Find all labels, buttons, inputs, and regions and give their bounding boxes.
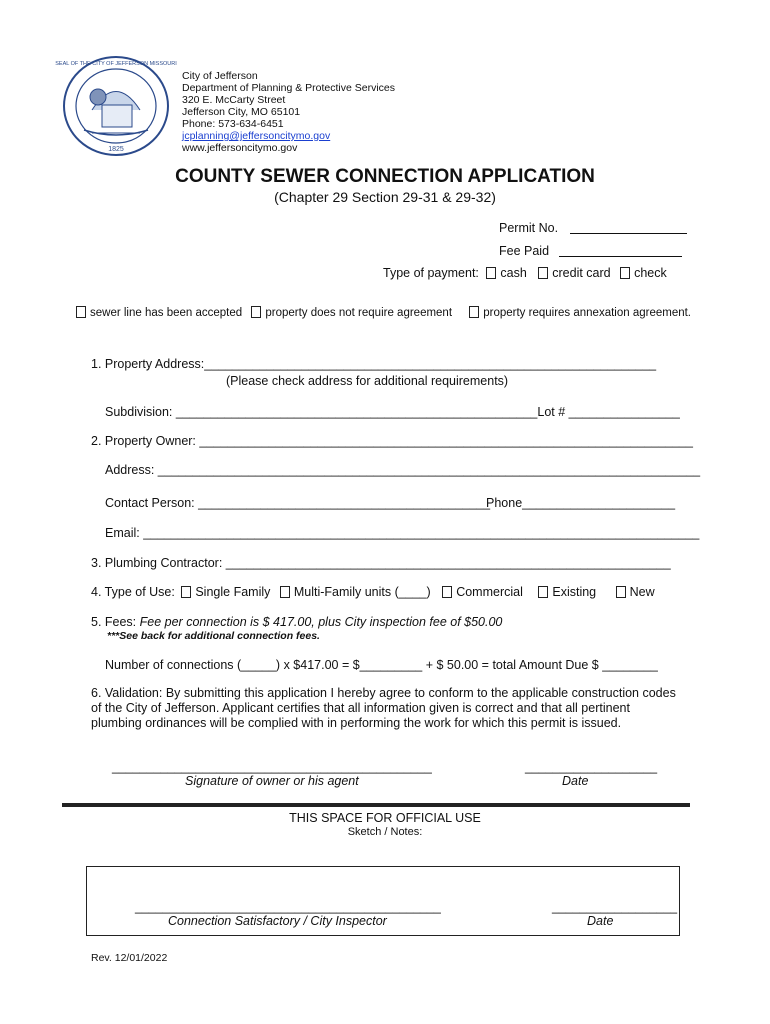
- accepted-checkbox[interactable]: [76, 306, 86, 318]
- payment-type-label: Type of payment:: [383, 266, 479, 280]
- not-required-checkbox[interactable]: [251, 306, 261, 318]
- inspector-line[interactable]: ____________________________________________: [135, 900, 441, 914]
- header-line: City of Jefferson: [182, 70, 258, 82]
- new-checkbox[interactable]: [616, 586, 626, 598]
- inspector-label: Connection Satisfactory / City Inspector: [168, 914, 387, 928]
- subdivision-field[interactable]: Subdivision: ____________________________________________________Lot # ________________: [105, 405, 680, 419]
- type-of-use-row: [91, 585, 655, 599]
- fee-paid-label: Fee Paid: [499, 244, 550, 258]
- fees-label: 5. Fees:: [91, 615, 140, 629]
- contact-person-field[interactable]: Contact Person: __________________________________________: [105, 496, 491, 510]
- signature-label: Signature of owner or his agent: [185, 774, 359, 788]
- cash-label: cash: [500, 266, 527, 280]
- owner-address-field[interactable]: Address: ______________________________________________________________________________: [105, 463, 701, 477]
- fees-note: ***See back for additional connection fees.: [107, 630, 320, 642]
- property-owner-field[interactable]: 2. Property Owner: _______________________________________________________________________: [91, 434, 693, 448]
- cash-checkbox[interactable]: [486, 267, 496, 279]
- commercial-label: Commercial: [456, 585, 523, 599]
- signature-date-line[interactable]: ___________________: [525, 760, 658, 774]
- email-link[interactable]: jcplanning@jeffersoncitymo.gov: [182, 130, 331, 142]
- signature-date-label: Date: [562, 774, 589, 788]
- sketch-notes-label: Sketch / Notes:: [347, 826, 423, 838]
- city-seal-logo: [55, 55, 177, 157]
- not-required-label: property does not require agreement: [265, 307, 453, 319]
- seal-ring-text: SEAL OF THE CITY OF JEFFERSON MISSOURI: [55, 61, 177, 67]
- annexation-label: property requires annexation agreement.: [483, 307, 691, 319]
- plumbing-contractor-field[interactable]: 3. Plumbing Contractor: ________________________________________________________________: [91, 556, 671, 570]
- department-header: [182, 70, 395, 154]
- accepted-label: sewer line has been accepted: [90, 307, 243, 319]
- official-use-heading: THIS SPACE FOR OFFICIAL USE: [289, 811, 481, 825]
- inspector-date-line[interactable]: __________________: [552, 900, 678, 914]
- validation-text: 6. Validation: By submitting this application I hereby agree to conform to the applicable construction codes of the City of Jefferson. Applicant certifies that all information given is correct and that all pertinent plumbing ordinances will be complied with in performing the work for which this permit is issued.: [91, 686, 676, 730]
- credit-card-label: credit card: [552, 266, 611, 280]
- agreement-row: [76, 306, 691, 319]
- fee-paid-row: [499, 244, 682, 258]
- email-field[interactable]: Email: ________________________________________________________________________________: [105, 526, 700, 540]
- annexation-checkbox[interactable]: [469, 306, 479, 318]
- website-text: www.jeffersoncitymo.gov: [182, 142, 298, 154]
- fees-calculation[interactable]: Number of connections (_____) x $417.00 = $_________ + $ 50.00 = total Amount Due $ ________: [105, 658, 658, 672]
- single-family-checkbox[interactable]: [181, 586, 191, 598]
- inspector-date-label: Date: [587, 914, 614, 928]
- multi-family-checkbox[interactable]: [280, 586, 290, 598]
- permit-no-row: [499, 221, 687, 235]
- address-check-note: (Please check address for additional requirements): [226, 374, 509, 388]
- property-address-field[interactable]: 1. Property Address:_________________________________________________________________: [91, 357, 657, 371]
- revision-date: Rev. 12/01/2022: [91, 952, 168, 964]
- credit-card-checkbox[interactable]: [538, 267, 548, 279]
- permit-no-label: Permit No.: [499, 221, 559, 235]
- existing-checkbox[interactable]: [538, 586, 548, 598]
- permit-no-field[interactable]: [570, 233, 687, 234]
- new-label: New: [629, 585, 655, 599]
- multi-family-label: Multi-Family units (____): [293, 585, 431, 599]
- phone-field[interactable]: Phone______________________: [486, 496, 676, 510]
- header-line: Jefferson City, MO 65101: [182, 106, 301, 118]
- type-of-use-label: 4. Type of Use:: [91, 585, 175, 599]
- header-line: 320 E. McCarty Street: [182, 94, 286, 106]
- existing-label: Existing: [552, 585, 597, 599]
- fee-paid-field[interactable]: [559, 256, 682, 257]
- commercial-checkbox[interactable]: [442, 586, 452, 598]
- header-line: Department of Planning & Protective Services: [182, 82, 396, 94]
- header-line: Phone: 573-634-6451: [182, 118, 284, 130]
- check-checkbox[interactable]: [620, 267, 630, 279]
- signature-line[interactable]: ______________________________________________: [112, 760, 432, 774]
- page-title: COUNTY SEWER CONNECTION APPLICATION: [175, 166, 595, 187]
- payment-type-row: [383, 266, 667, 280]
- single-family-label: Single Family: [195, 585, 271, 599]
- fees-text: Fee per connection is $ 417.00, plus City inspection fee of $50.00: [139, 615, 503, 629]
- official-divider: [62, 803, 690, 807]
- page-subtitle: (Chapter 29 Section 29-31 & 29-32): [274, 189, 496, 205]
- check-label: check: [634, 266, 667, 280]
- seal-year: 1825: [108, 146, 124, 153]
- fees-row: [91, 615, 502, 629]
